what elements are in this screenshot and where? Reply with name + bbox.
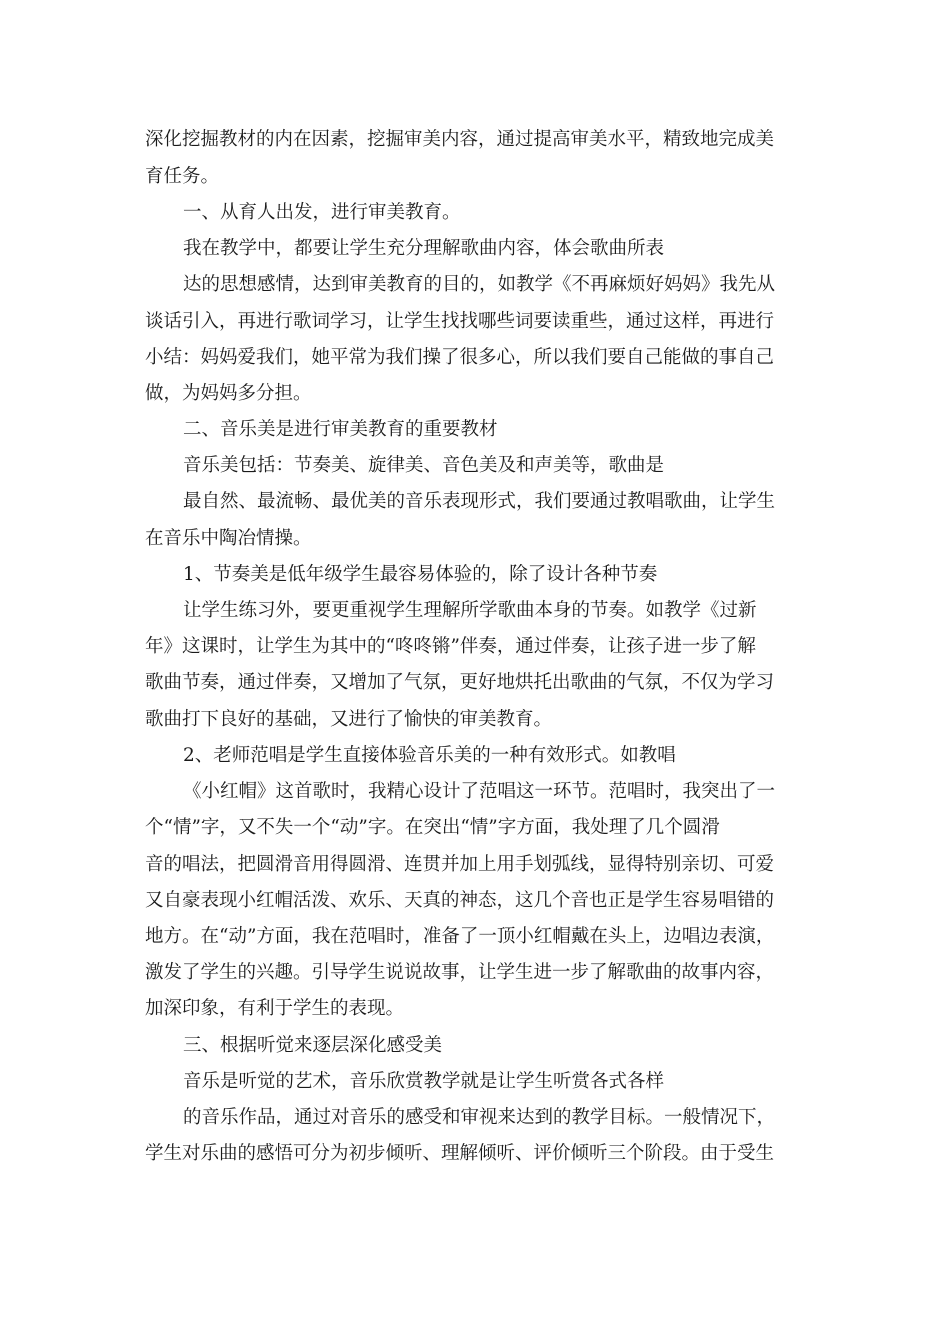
paragraph-line: 个“情”字，又不失一个“动”字。在突出“情”字方面，我处理了几个圆滑: [145, 817, 720, 838]
paragraph-line: 2、老师范唱是学生直接体验音乐美的一种有效形式。如教唱: [183, 745, 676, 766]
section-heading-2: 二、音乐美是进行审美教育的重要教材: [183, 419, 498, 440]
paragraph-line: 育任务。: [145, 166, 220, 187]
paragraph-line: 最自然、最流畅、最优美的音乐表现形式，我们要通过教唱歌曲，让学生: [183, 491, 776, 512]
paragraph-line: 歌曲打下良好的基础，又进行了愉快的审美教育。: [145, 709, 553, 730]
paragraph-line: 激发了学生的兴趣。引导学生说说故事，让学生进一步了解歌曲的故事内容，: [145, 962, 775, 983]
paragraph-line: 学生对乐曲的感悟可分为初步倾听、理解倾听、评价倾听三个阶段。由于受生: [145, 1143, 775, 1164]
paragraph-line: 《小红帽》这首歌时，我精心设计了范唱这一环节。范唱时，我突出了一: [183, 781, 776, 802]
paragraph-line: 我在教学中，都要让学生充分理解歌曲内容，体会歌曲所表: [183, 238, 665, 259]
paragraph-line: 又自豪表现小红帽活泼、欢乐、天真的神态，这几个音也正是学生容易唱错的: [145, 890, 775, 911]
paragraph-line: 1、节奏美是低年级学生最容易体验的，除了设计各种节奏: [183, 564, 658, 585]
paragraph-line: 年》这课时，让学生为其中的“咚咚锵”伴奏，通过伴奏，让孩子进一步了解: [145, 636, 756, 657]
paragraph-line: 小结：妈妈爱我们，她平常为我们操了很多心，所以我们要自己能做的事自己: [145, 347, 775, 368]
paragraph-line: 加深印象，有利于学生的表现。: [145, 998, 405, 1019]
section-heading-1: 一、从育人出发，进行审美教育。: [183, 202, 461, 223]
paragraph-line: 让学生练习外，要更重视学生理解所学歌曲本身的节奏。如教学《过新: [183, 600, 757, 621]
paragraph-line: 音乐是听觉的艺术，音乐欣赏教学就是让学生听赏各式各样: [183, 1071, 665, 1092]
paragraph-line: 谈话引入，再进行歌词学习，让学生找找哪些词要读重些，通过这样，再进行: [145, 311, 775, 332]
paragraph-line: 在音乐中陶冶情操。: [145, 528, 312, 549]
paragraph-line: 音的唱法，把圆滑音用得圆滑、连贯并加上用手划弧线，显得特别亲切、可爱: [145, 854, 775, 875]
paragraph-line: 音乐美包括：节奏美、旋律美、音色美及和声美等，歌曲是: [183, 455, 665, 476]
paragraph-line: 达的思想感情，达到审美教育的目的，如教学《不再麻烦好妈妈》我先从: [183, 274, 776, 295]
paragraph-line: 歌曲节奏，通过伴奏，又增加了气氛，更好地烘托出歌曲的气氛，不仅为学习: [145, 672, 775, 693]
paragraph-line: 深化挖掘教材的内在因素，挖掘审美内容，通过提高审美水平，精致地完成美: [145, 129, 775, 150]
paragraph-line: 地方。在“动”方面，我在范唱时，准备了一顶小红帽戴在头上，边唱边表演，: [145, 926, 775, 947]
section-heading-3: 三、根据听觉来逐层深化感受美: [183, 1035, 443, 1056]
paragraph-line: 做，为妈妈多分担。: [145, 383, 312, 404]
paragraph-line: 的音乐作品，通过对音乐的感受和审视来达到的教学目标。一般情况下，: [183, 1107, 776, 1128]
